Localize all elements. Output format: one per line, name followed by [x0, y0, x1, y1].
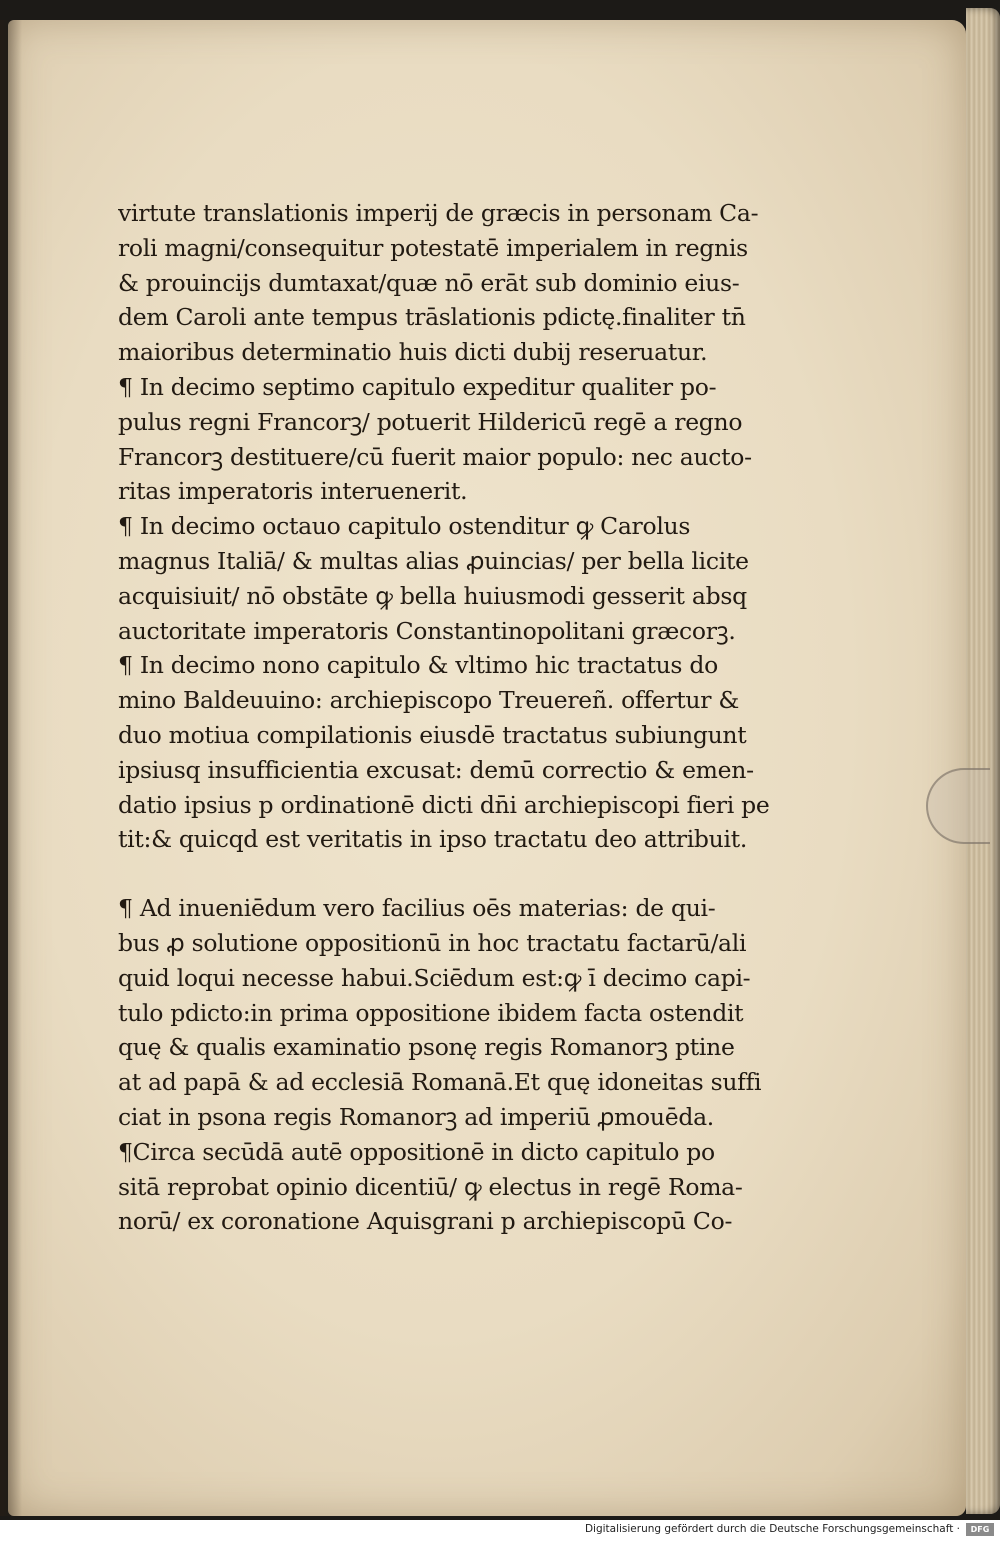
text-line: ¶ Ad inueniēdum vero facilius oēs materias: de qui- [118, 894, 716, 923]
text-line: tit:& quicqd est veritatis in ipso tractatu deo attribuit. [118, 825, 748, 854]
text-line: & prouincijs dumtaxat/quæ nō erāt sub dominio eius- [118, 268, 740, 297]
footer-credit: Digitalisierung gefördert durch die Deutsche Forschungsgemeinschaft · [584, 1523, 960, 1535]
text-line: ¶ In decimo septimo capitulo expeditur qualiter po- [118, 372, 717, 401]
page-text [118, 196, 810, 1239]
paragraph-gap [118, 857, 810, 891]
text-line: bus ꝓ solutione oppositionū in hoc tractatu factarū/ali [118, 928, 747, 957]
text-line: dem Caroli ante tempus trāslationis pdictę.finaliter tn̄ [118, 303, 746, 332]
text-line: auctoritate imperatoris Constantinopolitani græcorꝫ. [118, 616, 736, 645]
text-line: norū/ ex coronatione Aquisgrani p archiepiscopū Co- [118, 1207, 733, 1236]
text-line: ipsiusq insufficientia excusat: demū correctio & emen- [118, 755, 754, 784]
text-line: sitā reprobat opinio dicentiū/ ꝙ electus in regē Roma- [118, 1172, 743, 1201]
text-line: magnus Italiā/ & multas alias ꝓuincias/ per bella licite [118, 546, 749, 575]
text-line: roli magni/consequitur potestatē imperialem in regnis [118, 233, 748, 262]
text-line: ritas imperatoris interuenerit. [118, 477, 468, 506]
text-line: at ad papā & ad ecclesiā Romanā.Et quę idoneitas suffi [118, 1068, 762, 1097]
page-gutter-shadow [0, 20, 22, 1516]
text-line: virtute translationis imperij de græcis in personam Ca- [118, 199, 759, 227]
text-line: tulo pdicto:in prima oppositione ibidem facta ostendit [118, 998, 744, 1027]
footer-bar [0, 1520, 1000, 1541]
page-edges [966, 8, 1000, 1514]
text-line: maioribus determinatio huis dicti dubij reseruatur. [118, 338, 708, 367]
text-line: quid loqui necesse habui.Sciēdum est:ꝙ ī decimo capi- [118, 963, 751, 992]
text-line: ¶ In decimo octauo capitulo ostenditur ꝙ Carolus [118, 512, 691, 541]
text-line: duo motiua compilationis eiusdē tractatus subiungunt [118, 720, 747, 749]
text-line: Francorꝫ destituere/cū fuerit maior populo: nec aucto- [118, 442, 752, 471]
text-line: acquisiuit/ nō obstāte ꝙ bella huiusmodi gesserit absq [118, 581, 747, 610]
text-line: datio ipsius p ordinationē dicti dn̄i archiepiscopi fieri pe [118, 790, 770, 819]
text-line: quę & qualis examinatio psonę regis Romanorꝫ ptine [118, 1033, 735, 1062]
text-line: mino Baldeuuino: archiepiscopo Treuereñ. offertur & [118, 686, 739, 715]
text-line: ciat in psona regis Romanorꝫ ad imperiū ꝓmouēda. [118, 1102, 714, 1131]
text-line: ¶ In decimo nono capitulo & vltimo hic tractatus do [118, 651, 718, 680]
text-line: ¶Circa secūdā autē oppositionē in dicto capitulo po [118, 1137, 715, 1166]
text-line: pulus regni Francorꝫ/ potuerit Hildericū regē a regno [118, 407, 743, 436]
dfg-logo-icon: DFG [966, 1523, 994, 1536]
